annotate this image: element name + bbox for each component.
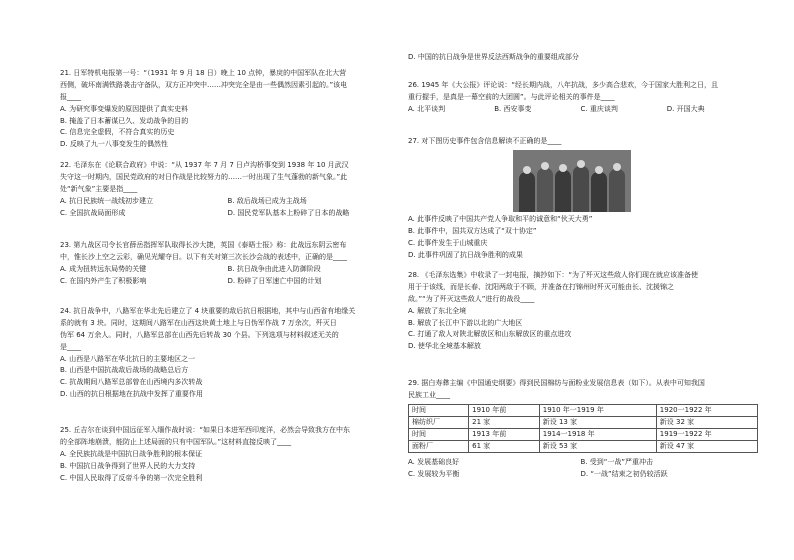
question-25-option-a: A. 全民族抗战是中国抗日战争胜利的根本保证 [60,449,203,458]
question-21-option-a: A. 为研究事变爆发的原因提供了真实史料 [60,104,189,113]
table-cell: 时间 [409,428,469,440]
question-25 [60,425,395,484]
question-27 [408,136,753,261]
table-cell: 1910 年前 [469,404,540,416]
question-26-option-b: B. 西安事变 [494,104,532,113]
question-25-option-b: B. 中国抗日战争得到了世界人民的大力支持 [60,461,196,470]
question-24-option-c: C. 抗战期间八路军总部曾在山西境内多次转战 [60,378,203,387]
question-22 [60,160,395,219]
table-cell: 61 家 [469,440,540,452]
question-25-option-c: C. 中国人民取得了反帝斗争的第一次完全胜利 [60,473,203,482]
table-cell: 1914一1918 年 [539,428,656,440]
question-22-option-b: B. 敌后战场已成为主战场 [227,196,307,205]
question-29-option-c: C. 发展较为平衡 [408,469,460,478]
question-26-option-d: D. 开国大典 [666,104,705,113]
question-22-option-c: C. 全国抗战局面形成 [60,208,126,217]
question-27-option-a: A. 此事件反映了中国共产党人争取和平的诚意和“伙天大勇” [408,214,593,223]
question-28 [408,270,753,353]
question-28-stem: 28. 《毛泽东选集》中收录了一封电报，摘抄如下：“为了歼灭这些敌人你们现在就应该准备使 用于于该线，而是长春、沈阳两敌于不顾，并准备在打锦州时歼灭可能由长、沈援锦之 敌。”“为了歼灭这些敌人”进行的战役____ [408,271,698,303]
question-22-option-d: D. 国民党军队基本上粉碎了日本的战略 [227,208,350,217]
question-29-options [408,457,753,481]
table-cell: 棉纺织厂 [409,416,469,428]
question-21 [60,68,395,151]
question-23-option-d: D. 粉碎了日军速亡中国的计划 [227,276,322,285]
question-26-stem: 26. 1945 年《大公报》评论说：“经长期内战，八年抗战，多少高合悲欢，今于国家大胜利之日，且 重行握手，是真是一幕空前的大团圆”。与此评论相关的事件是____ [408,81,719,101]
table-cell: 新设 53 家 [539,440,656,452]
question-21-option-d: D. 反映了九一八事变发生的偶然性 [60,140,168,149]
table-cell: 1913 年前 [469,428,540,440]
question-29 [408,378,753,481]
table-row [409,416,758,428]
question-29-stem: 29. 据白寿彝主编《中国通史纲要》得到民国棉纺与面粉业发展信息表（如下）。从表中可知我国 民族工业____ [408,379,705,399]
question-28-option-c: C. 打通了敌人对陕北解放区和山东解放区的重点进攻 [408,330,572,339]
question-24 [60,306,395,401]
question-23-option-c: C. 在国内外产生了积极影响 [60,276,147,285]
question-22-option-a: A. 抗日民族统一战线初步建立 [60,196,154,205]
question-21-option-b: B. 掩盖了日本蓄谋已久、发动战争的目的 [60,116,189,125]
question-27-option-c: C. 此事件发生于山城重庆 [408,238,488,247]
table-cell: 1919一1922 年 [656,428,757,440]
question-24-option-b: B. 山西是中国抗战敌后战场的战略总后方 [60,366,189,375]
table-cell: 1910 年一1919 年 [539,404,656,416]
question-23-option-b: B. 抗日战争由此进入防御阶段 [227,264,321,273]
question-25-stem: 25. 丘吉尔在谈到中国远征军入缅作战时说：“如果日本进军西印度洋，必然会导致我方在中东 的全部阵地崩溃，能防止上述局面的只有中国军队。”这材料直接反映了____ [60,426,350,446]
question-29-option-b: B. 受到“一战”严重冲击 [580,457,654,466]
question-23-stem: 23. 第九战区司令长官薛岳指挥军队取得长沙大捷，英国《泰晤士报》称：此战远东阴云密布 中，惟长沙上空之云彩，确见光耀夺目。以下有关对第三次长沙会战的表述中，正确的是____ [60,241,347,261]
table-cell: 21 家 [469,416,540,428]
question-26 [408,80,753,116]
question-23-option-a: A. 成为扭转远东局势的关键 [60,264,147,273]
table-row [409,404,758,416]
question-26-option-a: A. 北平谈判 [408,104,446,113]
table-row [409,428,758,440]
table-cell: 1920一1922 年 [656,404,757,416]
table-row [409,440,758,452]
question-24-option-a: A. 山西是八路军在华北抗日的主要地区之一 [60,354,196,363]
question-28-option-d: D. 使华北全境基本解放 [408,342,481,351]
question-22-stem: 22. 毛泽东在《论联合政府》中说：“从 1937 年 7 月 7 日卢沟桥事变到 1938 年 10 月武汉 失守这一时期内，国民党政府的对日作战是比较努力的……一时出现了生气蓬勃的新气象。”此 处“新气象”主要是指____ [60,161,349,193]
question-25-option-d: D. 中国的抗日战争是世界反法西斯战争的重要组成部分 [408,53,579,61]
question-25-continued [408,52,753,64]
question-24-stem: 24. 抗日战争中，八路军在华北先后建立了 4 块重要的敌后抗日根据地，其中与山西省有地缘关 系的就有 3 块。同时，这期间八路军在山西这块黄土地上与日伪军作战 7 万余次，歼灭日 伪军 64 万余人。同时，八路军总部在山西先后转战 30 个县。下列选项与材料叙述无关的 是____ [60,307,356,351]
question-24-option-d: D. 山西的抗日根据地在抗战中发挥了重要作用 [60,390,203,399]
table-cell: 时间 [409,404,469,416]
table-cell: 面粉厂 [409,440,469,452]
question-29-option-d: D. “一战”结束之初仍较活跃 [580,469,668,478]
question-28-option-a: A. 解放了东北全境 [408,306,467,315]
question-29-option-a: A. 发展基础良好 [408,457,460,466]
question-21-stem: 21. 日军特机电报第一号：“（1931 年 9 月 18 日）晚上 10 点钟，暴戾的中国军队在北大营 西侧，破坏南满铁路袭击守备队，双方正冲突中……冲突完全是由一些偶然因素引起的。”该电 报____ [60,69,348,101]
question-26-options [408,104,753,116]
industry-table [408,404,758,453]
question-22-options [60,196,395,220]
question-27-option-b: B. 此事件中，国共双方达成了“双十协定” [408,226,537,235]
question-21-option-c: C. 信息完全虚假，不符合真实的历史 [60,128,175,137]
historical-photo [513,150,631,212]
question-26-option-c: C. 重庆谈判 [580,104,618,113]
table-cell: 新设 13 家 [539,416,656,428]
question-23-options [60,264,395,288]
question-23 [60,240,395,288]
table-cell: 新设 32 家 [656,416,757,428]
table-cell: 新设 47 家 [656,440,757,452]
question-28-option-b: B. 解放了长江中下游以北的广大地区 [408,318,523,327]
question-27-option-d: D. 此事件巩固了抗日战争胜利的成果 [408,250,523,259]
question-27-stem: 27. 对下图历史事件包含信息解读不正确的是____ [408,137,562,145]
